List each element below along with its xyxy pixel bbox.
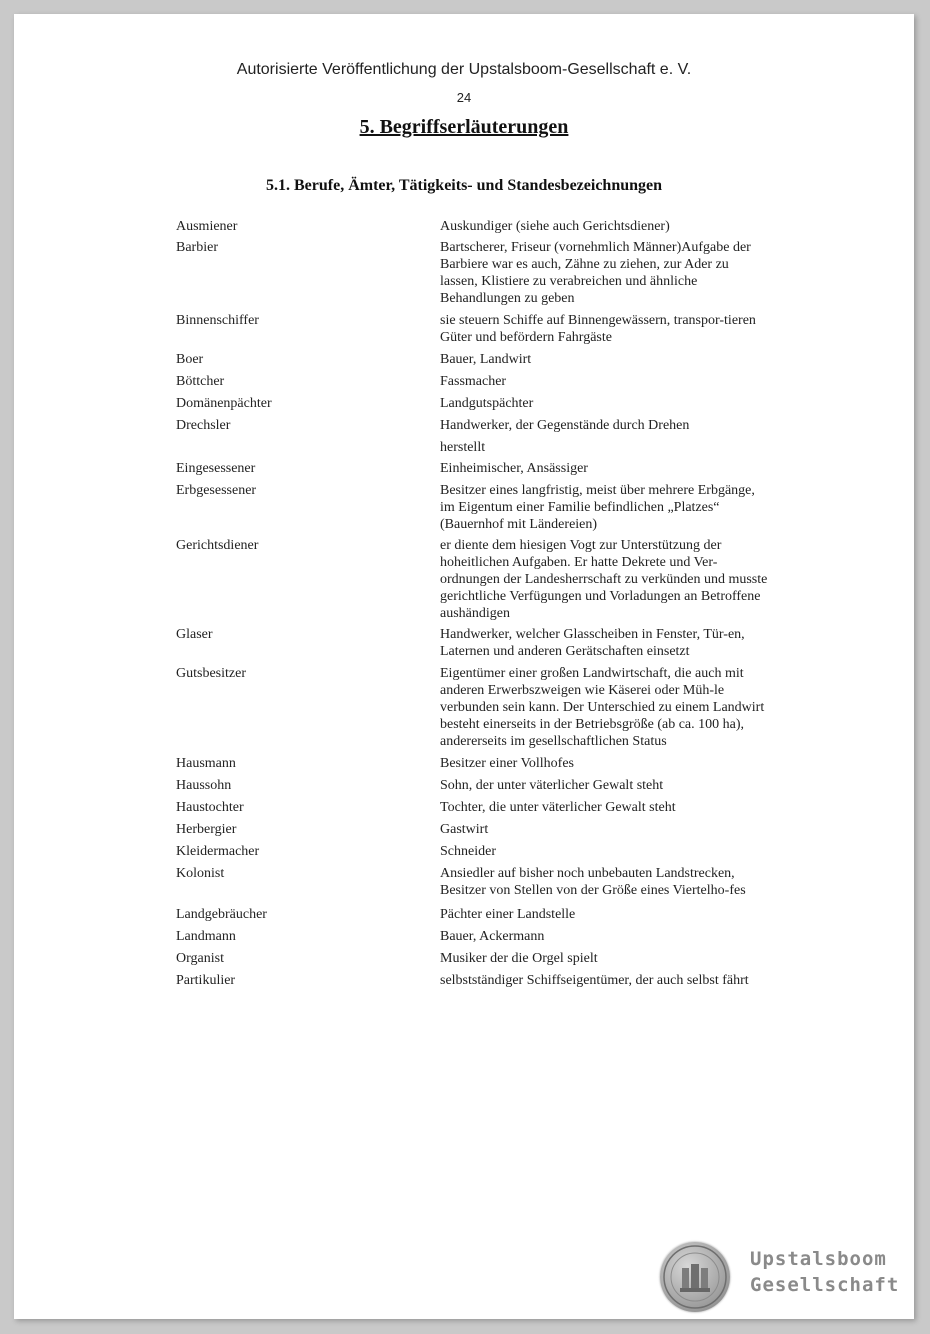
definition-line: herstellt (440, 440, 486, 455)
glossary-definition (440, 928, 800, 945)
glossary-definition (440, 373, 800, 390)
society-seal-icon (660, 1242, 730, 1312)
glossary-term: Boer (176, 352, 204, 367)
definition-line: andererseits im gesellschaftlichen Status (440, 734, 667, 749)
glossary-definition (440, 799, 800, 816)
glossary-definition (440, 777, 800, 794)
glossary-definition (440, 312, 800, 346)
glossary-term: Kleidermacher (176, 844, 260, 859)
brand-name-line1: Upstalsboom (750, 1248, 887, 1270)
glossary-definition (440, 351, 800, 368)
glossary-definition (440, 482, 800, 533)
definition-line: gerichtliche Verfügungen und Vorladungen an Betroffene (440, 589, 761, 604)
page-number: 24 (456, 90, 472, 105)
definition-line: ordnungen der Landesherrschaft zu verkünden und musste (440, 572, 768, 587)
glossary-term: Gerichtsdiener (176, 538, 259, 553)
brand-name-line2: Gesellschaft (750, 1274, 900, 1296)
glossary-definition (440, 439, 800, 456)
definition-line: verbunden sein kann. Der Unterschied zu einem Landwirt (440, 700, 765, 715)
definition-line: Bauer, Landwirt (440, 352, 532, 367)
glossary-term: Drechsler (176, 418, 231, 433)
definition-line: Handwerker, welcher Glasscheiben in Fenster, Tür-en, (440, 627, 745, 642)
definition-line: Handwerker, der Gegenstände durch Drehen (440, 418, 690, 433)
definition-line: im Eigentum einer Familie befindlichen „Platzes“ (440, 500, 720, 515)
definition-line: Schneider (440, 844, 496, 859)
glossary-definition (440, 218, 800, 235)
definition-line: selbstständiger Schiffseigentümer, der auch selbst fährt (440, 973, 749, 988)
definition-line: Behandlungen zu geben (440, 291, 575, 306)
definition-line: Bartscherer, Friseur (vornehmlich Männer)Aufgabe der (440, 240, 751, 255)
document-header: Autorisierte Veröffentlichung der Upstalsboom-Gesellschaft e. V. (236, 61, 692, 78)
glossary-definition (440, 417, 800, 434)
glossary-term: Glaser (176, 627, 213, 642)
glossary-term: Haustochter (176, 800, 244, 815)
definition-line: Gastwirt (440, 822, 489, 837)
definition-line: Fassmacher (440, 374, 507, 389)
definition-line: Einheimischer, Ansässiger (440, 461, 588, 476)
glossary-definition (440, 460, 800, 477)
glossary-term: Partikulier (176, 973, 236, 988)
glossary-definition (440, 239, 800, 307)
document-page (14, 14, 914, 1319)
definition-line: Besitzer eines langfristig, meist über mehrere Erbgänge, (440, 483, 755, 498)
definition-line: Tochter, die unter väterlicher Gewalt steht (440, 800, 676, 815)
glossary-definition (440, 537, 800, 622)
definition-line: Laternen und anderen Gerätschaften einsetzt (440, 644, 690, 659)
definition-line: (Bauernhof mit Ländereien) (440, 517, 598, 532)
definition-line: anderen Erwerbszweigen wie Käserei oder Müh-le (440, 683, 725, 698)
glossary-term: Eingesessener (176, 461, 256, 476)
glossary-term: Kolonist (176, 866, 225, 881)
definition-line: er diente dem hiesigen Vogt zur Unterstützung der (440, 538, 722, 553)
definition-line: Sohn, der unter väterlicher Gewalt steht (440, 778, 664, 793)
definition-line: Landgutspächter (440, 396, 534, 411)
definition-line: aushändigen (440, 606, 510, 621)
subsection-title: 5.1. Berufe, Ämter, Tätigkeits- und Standesbezeichnungen (265, 177, 663, 194)
definition-line: Barbiere war es auch, Zähne zu ziehen, zur Ader zu (440, 257, 729, 272)
glossary-definition (440, 865, 800, 899)
definition-line: sie steuern Schiffe auf Binnengewässern, transpor-tieren (440, 313, 756, 328)
glossary-term: Landmann (176, 929, 236, 944)
definition-line: Auskundiger (siehe auch Gerichtsdiener) (440, 219, 670, 234)
definition-line: lassen, Klistiere zu verabreichen und ähnliche (440, 274, 698, 289)
glossary-term: Organist (176, 951, 224, 966)
definition-line: Eigentümer einer großen Landwirtschaft, die auch mit (440, 666, 744, 681)
glossary-term: Domänenpächter (176, 396, 272, 411)
glossary-term: Ausmiener (176, 219, 238, 234)
glossary-definition (440, 906, 800, 923)
section-title: 5. Begriffserläuterungen (359, 116, 569, 138)
definition-line: Musiker der die Orgel spielt (440, 951, 598, 966)
glossary-term: Böttcher (176, 374, 225, 389)
definition-line: Pächter einer Landstelle (440, 907, 576, 922)
glossary-term: Haussohn (176, 778, 232, 793)
glossary-definition (440, 950, 800, 967)
glossary-term: Binnenschiffer (176, 313, 259, 328)
definition-line: hoheitlichen Aufgaben. Er hatte Dekrete und Ver- (440, 555, 718, 570)
glossary-definition (440, 821, 800, 838)
definition-line: Besitzer einer Vollhofes (440, 756, 575, 771)
glossary-definition (440, 755, 800, 772)
glossary-term: Herbergier (176, 822, 237, 837)
glossary-definition (440, 843, 800, 860)
glossary-definition (440, 972, 800, 989)
definition-line: Besitzer von Stellen von der Größe eines Viertelho-fes (440, 883, 746, 898)
glossary-definition (440, 626, 800, 660)
glossary-definition (440, 665, 800, 750)
glossary-term: Erbgesessener (176, 483, 257, 498)
glossary-term: Gutsbesitzer (176, 666, 246, 681)
definition-line: Güter und befördern Fahrgäste (440, 330, 612, 345)
glossary-term: Landgebräucher (176, 907, 267, 922)
definition-line: besteht einerseits in der Betriebsgröße (ab ca. 100 ha), (440, 717, 745, 732)
definition-line: Ansiedler auf bisher noch unbebauten Landstrecken, (440, 866, 735, 881)
definition-line: Bauer, Ackermann (440, 929, 545, 944)
glossary-term: Hausmann (176, 756, 236, 771)
glossary-term: Barbier (176, 240, 218, 255)
glossary-definition (440, 395, 800, 412)
